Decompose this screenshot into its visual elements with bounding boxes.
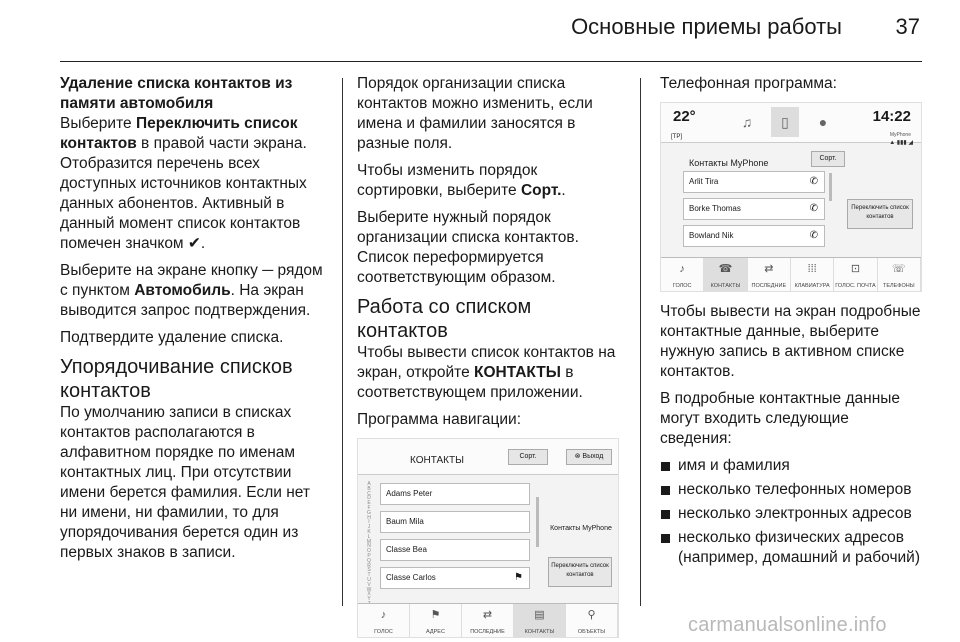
alphabet-letter[interactable]: D <box>367 495 371 502</box>
phone-contacts-screen <box>660 102 922 292</box>
recent-icon: ⇄ <box>482 609 493 621</box>
alphabet-letter[interactable]: F <box>367 505 371 511</box>
nav-exit-button[interactable]: ⊗ Выход <box>566 449 612 465</box>
contact-name: Classe Bea <box>386 545 427 554</box>
phone-tab-contacts[interactable]: ☎ КОНТАКТЫ <box>704 258 747 291</box>
heading-delete-list: Удаление списка контактов из памяти автомобиля <box>60 75 293 112</box>
alphabet-letter[interactable]: M <box>366 538 372 545</box>
nav-contact-row[interactable] <box>380 567 530 589</box>
paragraph-choose-order: Выберите нужный порядок организации списка контактов. Список переформируется соответствующим образом. <box>357 209 579 286</box>
heading-sorting: Упорядочивание списков контактов <box>60 356 293 402</box>
nav-contact-row[interactable] <box>380 511 530 533</box>
paragraph-details-select: Чтобы вывести на экран подробные контактные данные, выберите нужную запись в активном списке контактов. <box>660 303 921 380</box>
phone-tab-voicemail[interactable]: ⊡ ГОЛОС. ПОЧТА <box>834 258 877 291</box>
alphabet-letter[interactable]: X <box>367 591 371 598</box>
exit-icon: ⊗ <box>574 453 583 460</box>
paragraph-phone-label: Телефонная программа: <box>660 75 837 92</box>
header-divider <box>60 61 922 62</box>
bullet-item: имя и фамилия <box>660 456 922 476</box>
paragraph-order-change: Порядок организации списка контактов можно изменить, если имена и фамилии заносятся в разные поля. <box>357 75 593 152</box>
call-icon[interactable]: ✆ <box>809 230 818 241</box>
alphabet-letter[interactable]: C <box>367 490 371 497</box>
paragraph-confirm: Подтвердите удаление списка. <box>60 329 284 346</box>
phones-icon: ☏ <box>891 263 906 275</box>
alphabet-letter[interactable]: S <box>367 567 371 574</box>
nav-sort-button[interactable]: Сорт. <box>508 449 548 465</box>
alphabet-letter[interactable]: N <box>367 543 371 550</box>
phone-name: MyPhone <box>889 132 911 138</box>
poi-icon: ⚲ <box>587 609 596 621</box>
voice-icon: ♪ <box>679 263 685 275</box>
navigation-contacts-screen <box>357 438 619 638</box>
bullet-item: несколько физических адресов (например, домашний и рабочий) <box>660 528 922 568</box>
column-divider-1 <box>342 78 343 606</box>
alphabet-letter[interactable]: A <box>367 481 371 487</box>
alphabet-letter[interactable]: O <box>367 548 371 555</box>
nav-contact-row[interactable] <box>380 483 530 505</box>
alphabet-letter[interactable]: G <box>367 509 371 516</box>
bullet-item: несколько электронных адресов <box>660 504 922 524</box>
nav-tab-voice[interactable]: ♪ ГОЛОС <box>358 604 410 637</box>
signal-status: ▲ ▮▮▮ ◢ <box>889 140 913 146</box>
checkmark-icon: ✔ <box>187 235 201 252</box>
alphabet-letter[interactable]: Y <box>367 596 371 603</box>
phone-scrollbar[interactable] <box>829 173 832 201</box>
phone-list-title: Контакты MyPhone <box>689 158 769 168</box>
contact-name: Adams Peter <box>386 489 433 498</box>
bullet-item: несколько телефонных номеров <box>660 480 922 500</box>
alphabet-letter[interactable]: B <box>367 485 371 492</box>
nav-tab-recent[interactable]: ⇄ ПОСЛЕДНИЕ <box>462 604 514 637</box>
recent-icon: ⇄ <box>764 263 774 275</box>
info-tab-icon[interactable]: ● <box>818 114 828 130</box>
contact-name: Borke Thomas <box>689 204 741 213</box>
nav-tab-poi[interactable]: ⚲ ОБЪЕКТЫ <box>566 604 618 637</box>
tp-indicator: [TP] <box>671 134 683 140</box>
call-icon[interactable]: ✆ <box>809 176 818 187</box>
paragraph-default-order: По умолчанию записи в списках контактов располагаются в алфавитном порядке по именам контактных лиц. При отсутствии имени берется фамилия. Если нет ни имени, ни фамилии, то для упорядочивания берется один из первых знаков в записи. <box>60 404 310 561</box>
phone-tab-voice[interactable]: ♪ ГОЛОС <box>661 258 704 291</box>
nav-tab-contacts[interactable]: ▤ КОНТАКТЫ <box>514 604 566 637</box>
phone-tab-icon[interactable]: ▯ <box>771 107 799 137</box>
nav-scrollbar[interactable] <box>536 497 539 547</box>
alphabet-letter[interactable]: V <box>367 581 371 588</box>
contact-name: Arlit Tira <box>689 177 719 186</box>
paragraph-details-include: В подробные контактные данные могут входить следующие сведения: <box>660 390 901 447</box>
nav-screen-title: КОНТАКТЫ <box>410 455 464 466</box>
alphabet-letter[interactable]: R <box>367 562 371 569</box>
clock: 14:22 <box>872 108 911 125</box>
alphabet-letter[interactable]: J <box>367 524 371 531</box>
page-header-title: Основные приемы работы <box>571 14 842 39</box>
nav-screen-topbar <box>358 439 618 475</box>
nav-tab-address[interactable]: ⚑ АДРЕС <box>410 604 462 637</box>
contact-name: Classe Carlos <box>386 573 436 582</box>
temperature: 22° <box>673 108 696 125</box>
alphabet-letter[interactable]: E <box>367 500 371 507</box>
phone-bottom-bar <box>661 257 921 291</box>
column-2 <box>357 74 625 642</box>
phone-contact-row[interactable] <box>683 198 825 220</box>
keypad-icon: ⁞⁞⁞ <box>807 263 817 275</box>
term-switch-list: Переключить список контактов <box>60 115 298 152</box>
alphabet-letter[interactable]: H <box>367 514 371 521</box>
contacts-icon: ▤ <box>534 609 545 621</box>
phone-tab-recent[interactable]: ⇄ ПОСЛЕДНИЕ <box>748 258 791 291</box>
contact-name: Baum Mila <box>386 517 424 526</box>
paragraph-navigation-label: Программа навигации: <box>357 411 522 428</box>
term-vehicle: Автомобиль <box>134 282 231 299</box>
alphabet-letter[interactable]: Q <box>367 557 371 564</box>
paragraph-open-contacts: Чтобы вывести список контактов на экран, откройте КОНТАКТЫ в соответствующем приложении. <box>357 344 616 401</box>
flag-icon[interactable]: ⚑ <box>514 572 523 583</box>
alphabet-letter[interactable]: K <box>367 529 371 535</box>
phone-screen-topbar <box>661 103 921 146</box>
alphabet-letter[interactable]: T <box>367 572 371 579</box>
voice-icon: ♪ <box>380 609 387 621</box>
paragraph-vehicle: Выберите на экране кнопку ─ рядом с пунктом Автомобиль. На экран выводится запрос подтверждения. <box>60 262 323 319</box>
phone-contact-row[interactable] <box>683 171 825 193</box>
nav-bottom-bar <box>358 603 618 637</box>
flag-icon: ⚑ <box>430 609 441 621</box>
nav-contact-row[interactable] <box>380 539 530 561</box>
alphabet-letter[interactable]: I <box>368 519 370 526</box>
term-contacts: КОНТАКТЫ <box>474 364 561 381</box>
alphabet-letter[interactable]: L <box>367 533 371 540</box>
alphabet-letter[interactable]: W <box>366 586 372 593</box>
audio-tab-icon[interactable]: ♫ <box>741 114 753 130</box>
column-3 <box>660 74 922 572</box>
details-bullet-list <box>660 456 922 568</box>
paragraph-select-sort: Чтобы изменить порядок сортировки, выберите Сорт.. <box>357 162 566 199</box>
heading-working-with-list: Работа со списком контактов <box>357 296 532 342</box>
alphabet-letter[interactable]: P <box>367 553 371 559</box>
phone-tab-phones[interactable]: ☏ ТЕЛЕФОНЫ <box>878 258 921 291</box>
phone-contact-row[interactable] <box>683 225 825 247</box>
paragraph-switch-list: Выберите Переключить список контактов в правой части экрана. Отобразится перечень всех доступных источников контактных данных абонентов. Активный в данный момент список контактов помечен значком ✔. <box>60 115 307 252</box>
contact-name: Bowland Nik <box>689 231 734 240</box>
alphabet-letter[interactable]: U <box>367 577 371 583</box>
column-1 <box>60 74 328 570</box>
nav-myphone-label: Контакты MyPhone <box>550 525 612 532</box>
watermark: carmanualsonline.info <box>688 614 887 636</box>
call-icon[interactable]: ✆ <box>809 203 818 214</box>
contacts-icon: ☎ <box>718 263 733 275</box>
column-divider-2 <box>640 78 641 606</box>
voicemail-icon: ⊡ <box>850 263 861 275</box>
phone-sort-button[interactable]: Сорт. <box>811 151 845 167</box>
page-number: 37 <box>895 14 920 39</box>
phone-switch-list-button[interactable]: Переключить список контактов <box>847 199 913 229</box>
phone-tab-keypad[interactable]: ⁞⁞⁞ КЛАВИАТУРА <box>791 258 834 291</box>
term-sort: Сорт. <box>520 182 562 199</box>
nav-switch-list-button[interactable]: Переключить список контактов <box>548 557 612 587</box>
